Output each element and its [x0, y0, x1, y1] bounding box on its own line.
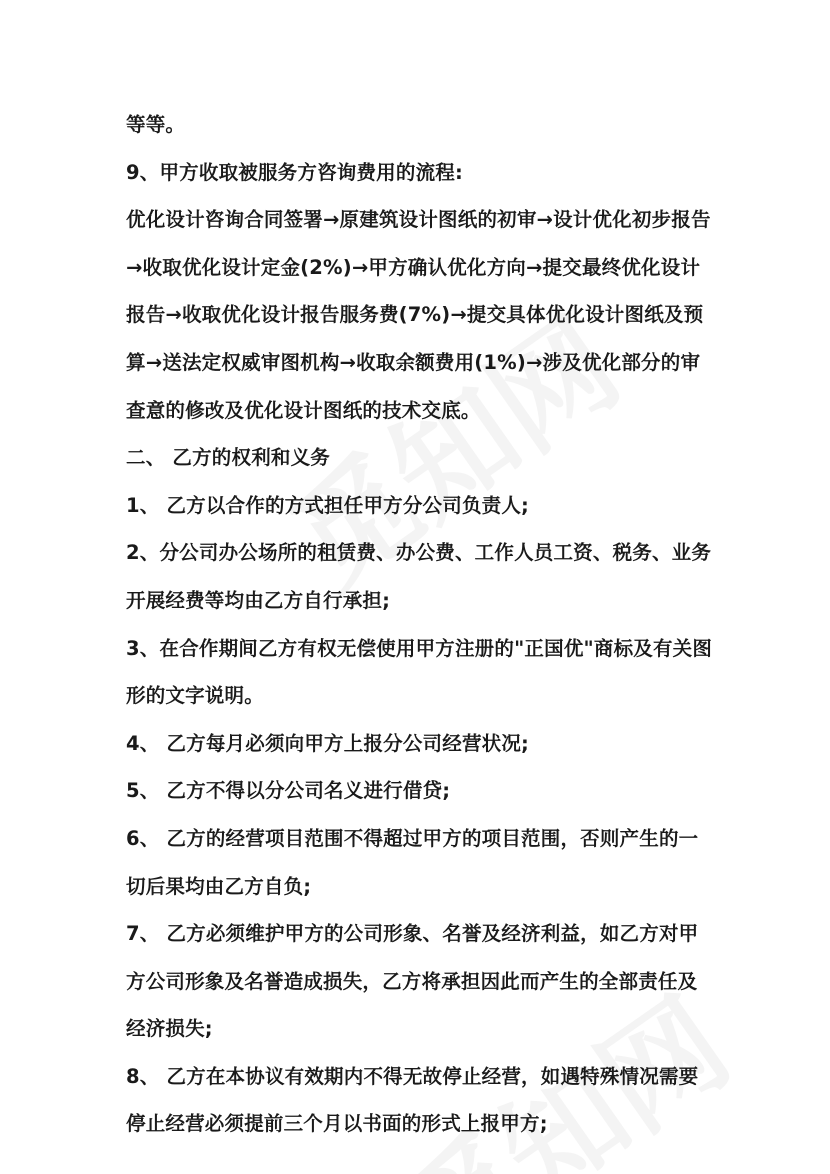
- paragraph-item-8: 8、 乙方在本协议有效期内不得无故停止经营，如遇特殊情况需要停止经营必须提前三个月以书面的形式上报甲方;: [126, 1064, 699, 1136]
- paragraph-item-6: 6、 乙方的经营项目范围不得超过甲方的项目范围，否则产生的一切后果均由乙方自负;: [126, 826, 699, 898]
- paragraph-continuation: 等等。: [126, 113, 186, 136]
- paragraph-item-7: 7、 乙方必须维护甲方的公司形象、名誉及经济利益，如乙方对甲方公司形象及名誉造成损失，乙方将承担因此而产生的全部责任及经济损失;: [126, 922, 699, 1041]
- paragraph-process-flow: 优化设计咨询合同签署→原建筑设计图纸的初审→设计优化初步报告→收取优化设计定金(2%)→甲方确认优化方向→提交最终优化设计报告→收取优化设计报告服务费(7%)→提交具体优化设计图纸及预算→送法定权威审图机构→收取余额费用(1%)→涉及优化部分的审查意的修改及优化设计图纸的技术交底。: [126, 208, 711, 422]
- paragraph-item-2: 2、分公司办公场所的租赁费、办公费、工作人员工资、税务、业务开展经费等均由乙方自行承担;: [126, 541, 712, 612]
- section-heading-party-b: 二、 乙方的权利和义务: [126, 446, 330, 470]
- paragraph-item-9-heading: 9、甲方收取被服务方咨询费用的流程:: [126, 160, 463, 184]
- document-body: [126, 101, 714, 1148]
- paragraph-item-3: 3、在合作期间乙方有权无偿使用甲方注册的"正国优"商标及有关图形的文字说明。: [126, 636, 713, 708]
- paragraph-item-4: 4、 乙方每月必须向甲方上报分公司经营状况;: [126, 731, 530, 755]
- paragraph-item-5: 5、 乙方不得以分公司名义进行借贷;: [126, 779, 451, 803]
- paragraph-item-1: 1、 乙方以合作的方式担任甲方分公司负责人;: [126, 493, 530, 517]
